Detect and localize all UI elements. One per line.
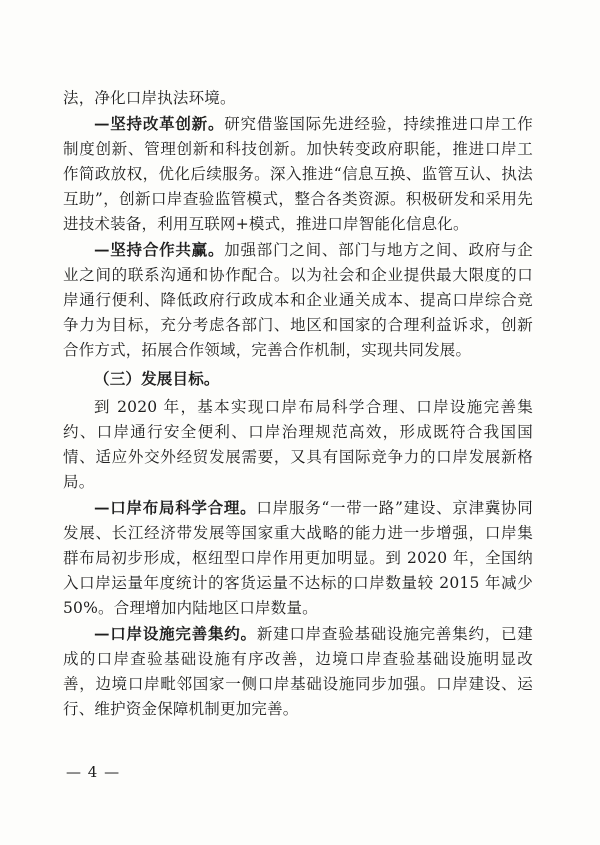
- paragraph-text: 到 2020 年，基本实现口岸布局科学合理、口岸设施完善集约、口岸通行安全便利、口岸治理规范高效，形成既符合我国国情、适应外交外经贸发展需要，又具有国际竞争力的口岸发展新格局。: [63, 398, 533, 491]
- paragraph-text: 加强部门之间、部门与地方之间、政府与企业之间的联系沟通和协作配合。以为社会和企业提供最大限度的口岸通行便利、降低政府行政成本和企业通关成本、提高口岸综合竞争力为目标，充分考虑各部门、地区和国家的合理利益诉求，创新合作方式，拓展合作领域，完善合作机制，实现共同发展。: [63, 241, 533, 359]
- paragraph-2020-goal: [63, 395, 533, 495]
- paragraph-layout: [63, 495, 533, 621]
- paragraph-cooperation: [63, 237, 533, 363]
- paragraph-facilities: [63, 621, 533, 722]
- paragraph-text: 研究借鉴国际先进经验，持续推进口岸工作制度创新、管理创新和科技创新。加快转变政府职能，推进口岸工作简政放权，优化后续服务。深入推进“信息互换、监管互认、执法互助”，创新口岸查验监管模式，整合各类资源。积极研发和采用先进技术装备，利用互联网+模式，推进口岸智能化信息化。: [63, 115, 533, 233]
- section-heading-goals: [63, 366, 533, 392]
- section-heading: （三）发展目标。: [94, 369, 220, 388]
- paragraph-continuation: [63, 86, 533, 111]
- paragraph-reform-innovation: [63, 111, 533, 237]
- paragraph-text: 法，净化口岸执法环境。: [63, 89, 236, 107]
- body-text: [63, 86, 533, 722]
- paragraph-text: 新建口岸查验基础设施完善集约，已建成的口岸查验基础设施有序改善，边境口岸查验基础设施明显改善，边境口岸毗邻国家一侧口岸基础设施同步加强。口岸建设、运行、维护资金保障机制更加完善。: [63, 625, 533, 718]
- paragraph-heading: —口岸设施完善集约。: [94, 624, 257, 643]
- paragraph-heading: —坚持合作共赢。: [94, 240, 225, 259]
- paragraph-heading: —口岸布局科学合理。: [94, 498, 257, 517]
- paragraph-text: 口岸服务“一带一路”建设、京津冀协同发展、长江经济带发展等国家重大战略的能力进一步增强，口岸集群布局初步形成，枢纽型口岸作用更加明显。到 2020 年，全国纳入口岸运量年度统计的客货运量不达标的口岸数量较 2015 年减少 50%。合理增加内陆地区口岸数量。: [63, 499, 533, 617]
- paragraph-heading: —坚持改革创新。: [94, 114, 225, 133]
- page-number: — 4 —: [66, 763, 121, 781]
